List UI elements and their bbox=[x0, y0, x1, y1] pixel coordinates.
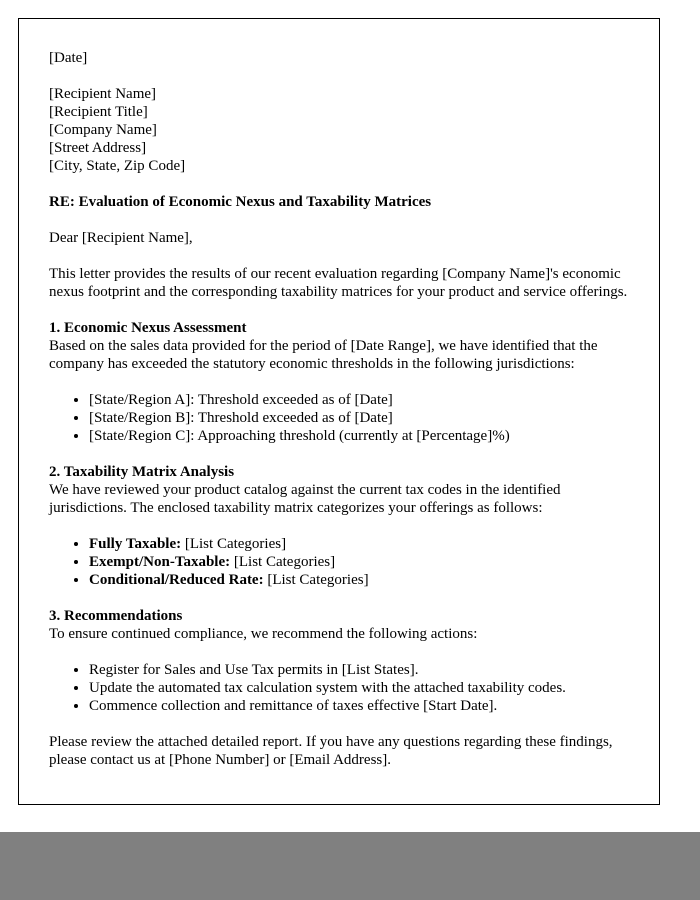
salutation: Dear [Recipient Name], bbox=[49, 230, 193, 246]
recipient-name-line: [Recipient Name] bbox=[49, 86, 157, 102]
letter-page bbox=[18, 18, 660, 805]
list-item: • [State/Region B]: Threshold exceeded as of [Date] bbox=[89, 409, 629, 427]
list-item bbox=[89, 553, 629, 571]
section-recommendations bbox=[49, 607, 629, 715]
section2-heading: 2. Taxability Matrix Analysis bbox=[49, 464, 235, 480]
category-value: [List Categories] bbox=[181, 536, 287, 552]
category-value: [List Categories] bbox=[230, 554, 336, 570]
viewer-background bbox=[0, 832, 700, 900]
intro-paragraph: This letter provides the results of our recent evaluation regarding [Company Name]'s economic nexus footprint and the corresponding taxability matrices for your product and service offerings. bbox=[49, 266, 628, 300]
taxability-category-list bbox=[49, 535, 629, 589]
recipient-title-line: [Recipient Title] bbox=[49, 104, 148, 120]
section-economic-nexus bbox=[49, 319, 629, 445]
category-label: Conditional/Reduced Rate: bbox=[89, 572, 264, 588]
section3-heading: 3. Recommendations bbox=[49, 608, 183, 624]
closing-paragraph: Please review the attached detailed report. If you have any questions regarding these findings, please contact us at [Phone Number] or [Email Address]. bbox=[49, 734, 613, 768]
list-item: • Update the automated tax calculation system with the attached taxability codes. bbox=[89, 679, 629, 697]
section2-body: We have reviewed your product catalog against the current tax codes in the identified jurisdictions. The enclosed taxability matrix categorizes your offerings as follows: bbox=[49, 482, 561, 516]
section1-body: Based on the sales data provided for the period of [Date Range], we have identified that the company has exceeded the statutory economic thresholds in the following jurisdictions: bbox=[49, 338, 598, 372]
recipient-city-line: [City, State, Zip Code] bbox=[49, 158, 186, 174]
list-item: • [State/Region C]: Approaching threshold (currently at [Percentage]%) bbox=[89, 427, 629, 445]
category-label: Fully Taxable: bbox=[89, 536, 182, 552]
section1-heading: 1. Economic Nexus Assessment bbox=[49, 320, 247, 336]
subject-line: RE: Evaluation of Economic Nexus and Taxability Matrices bbox=[49, 194, 432, 210]
list-item bbox=[89, 571, 629, 589]
list-item: • Register for Sales and Use Tax permits in [List States]. bbox=[89, 661, 629, 679]
list-item bbox=[89, 535, 629, 553]
list-item: • Commence collection and remittance of taxes effective [Start Date]. bbox=[89, 697, 629, 715]
jurisdiction-list bbox=[49, 391, 629, 445]
recipient-company-line: [Company Name] bbox=[49, 122, 157, 138]
recipient-street-line: [Street Address] bbox=[49, 140, 147, 156]
recipient-address-block bbox=[49, 85, 629, 175]
section-taxability-matrix bbox=[49, 463, 629, 589]
date-placeholder: [Date] bbox=[49, 50, 88, 66]
recommendation-list bbox=[49, 661, 629, 715]
category-label: Exempt/Non-Taxable: bbox=[89, 554, 231, 570]
section3-body: To ensure continued compliance, we recommend the following actions: bbox=[49, 626, 478, 642]
list-item: • [State/Region A]: Threshold exceeded as of [Date] bbox=[89, 391, 629, 409]
category-value: [List Categories] bbox=[263, 572, 369, 588]
